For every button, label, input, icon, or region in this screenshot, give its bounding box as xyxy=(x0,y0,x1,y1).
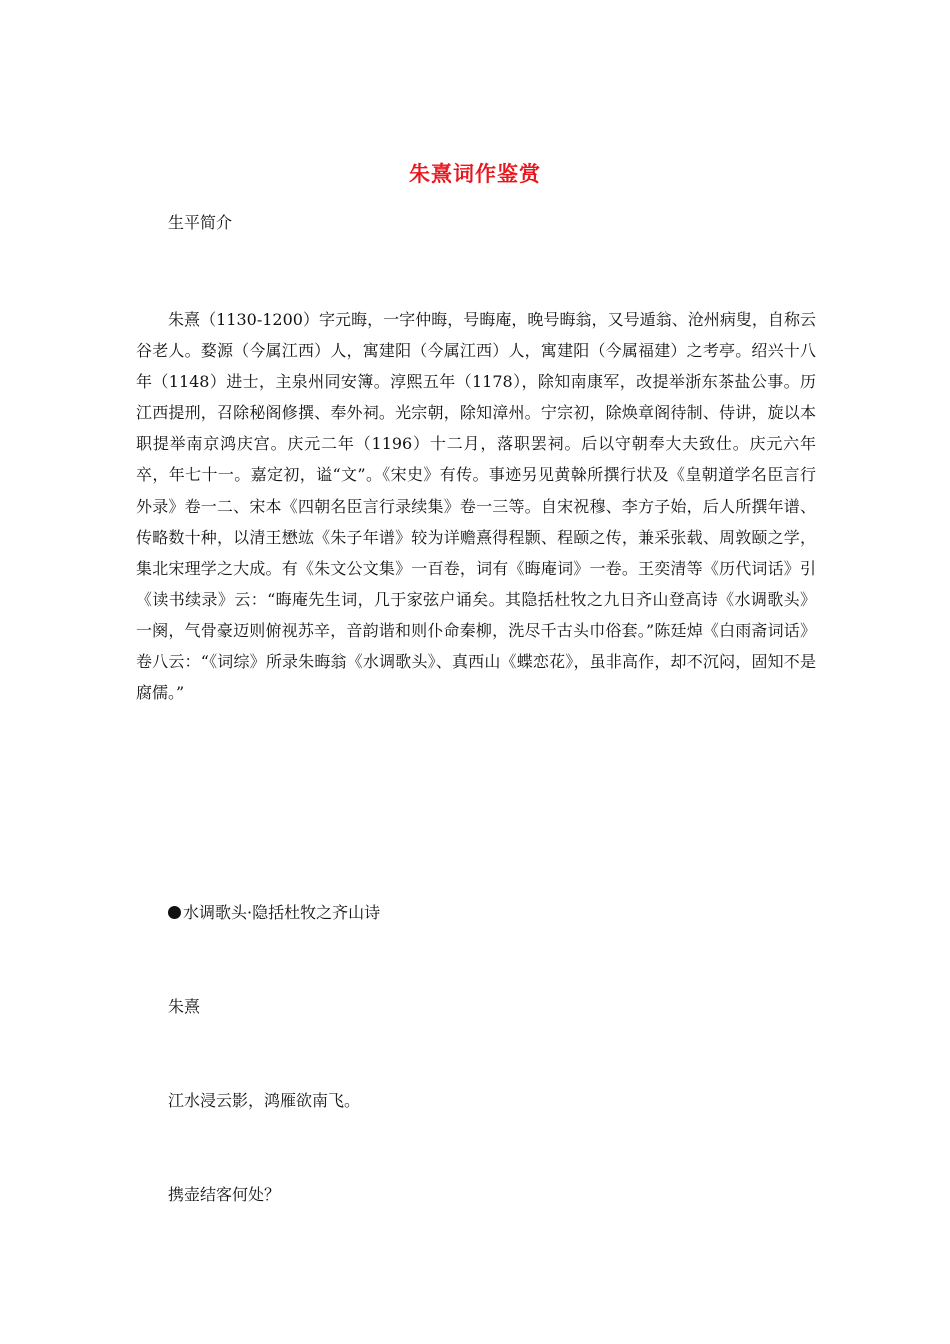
section-heading: 生平简介 xyxy=(168,213,233,232)
document-title: 朱熹词作鉴赏 xyxy=(409,161,541,186)
bullet-icon xyxy=(168,906,181,919)
poem-author: 朱熹 xyxy=(168,997,201,1016)
poem-title-line xyxy=(168,900,380,923)
poem-line-2: 携壶结客何处？ xyxy=(168,1185,281,1204)
poem-title: 水调歌头·隐括杜牧之齐山诗 xyxy=(183,903,381,922)
biography-paragraph: 朱熹（1130-1200）字元晦，一字仲晦，号晦庵，晚号晦翁，又号遁翁、沧州病叟，自称云谷老人。婺源（今属江西）人，寓建阳（今属江西）人，寓建阳（今属福建）之考亭。绍兴十八年（1148）进士，主泉州同安簿。淳熙五年（1178），除知南康军，改提举浙东茶盐公事。历江西提刑，召除秘阁修撰、奉外祠。光宗朝，除知漳州。宁宗初，除焕章阁待制、侍讲，旋以本职提举南京鸿庆宫。庆元二年（1196）十二月，落职罢祠。后以守朝奉大夫致仕。庆元六年卒，年七十一。嘉定初，谥“文”。《宋史》有传。事迹另见黄榦所撰行状及《皇朝道学名臣言行外录》卷一二、宋本《四朝名臣言行录续集》卷一三等。自宋祝穆、李方子始，后人所撰年谱、传略数十种，以清王懋竑《朱子年谱》较为详赡熹得程颢、程颐之传，兼采张载、周敦颐之学，集北宋理学之大成。有《朱文公文集》一百卷，词有《晦庵词》一卷。王奕清等《历代词话》引《读书续录》云：“晦庵先生词，几于家弦户诵矣。其隐括杜牧之九日齐山登高诗《水调歌头》一阕，气骨豪迈则俯视苏辛，音韵谐和则仆命秦柳，洗尽千古头巾俗套。”陈廷焯《白雨斋词话》卷八云：“《词综》所录朱晦翁《水调歌头》、真西山《蝶恋花》，虽非高作，却不沉闷，固知不是腐儒。” xyxy=(136,310,816,703)
poem-line-1: 江水浸云影，鸿雁欲南飞。 xyxy=(168,1091,361,1110)
